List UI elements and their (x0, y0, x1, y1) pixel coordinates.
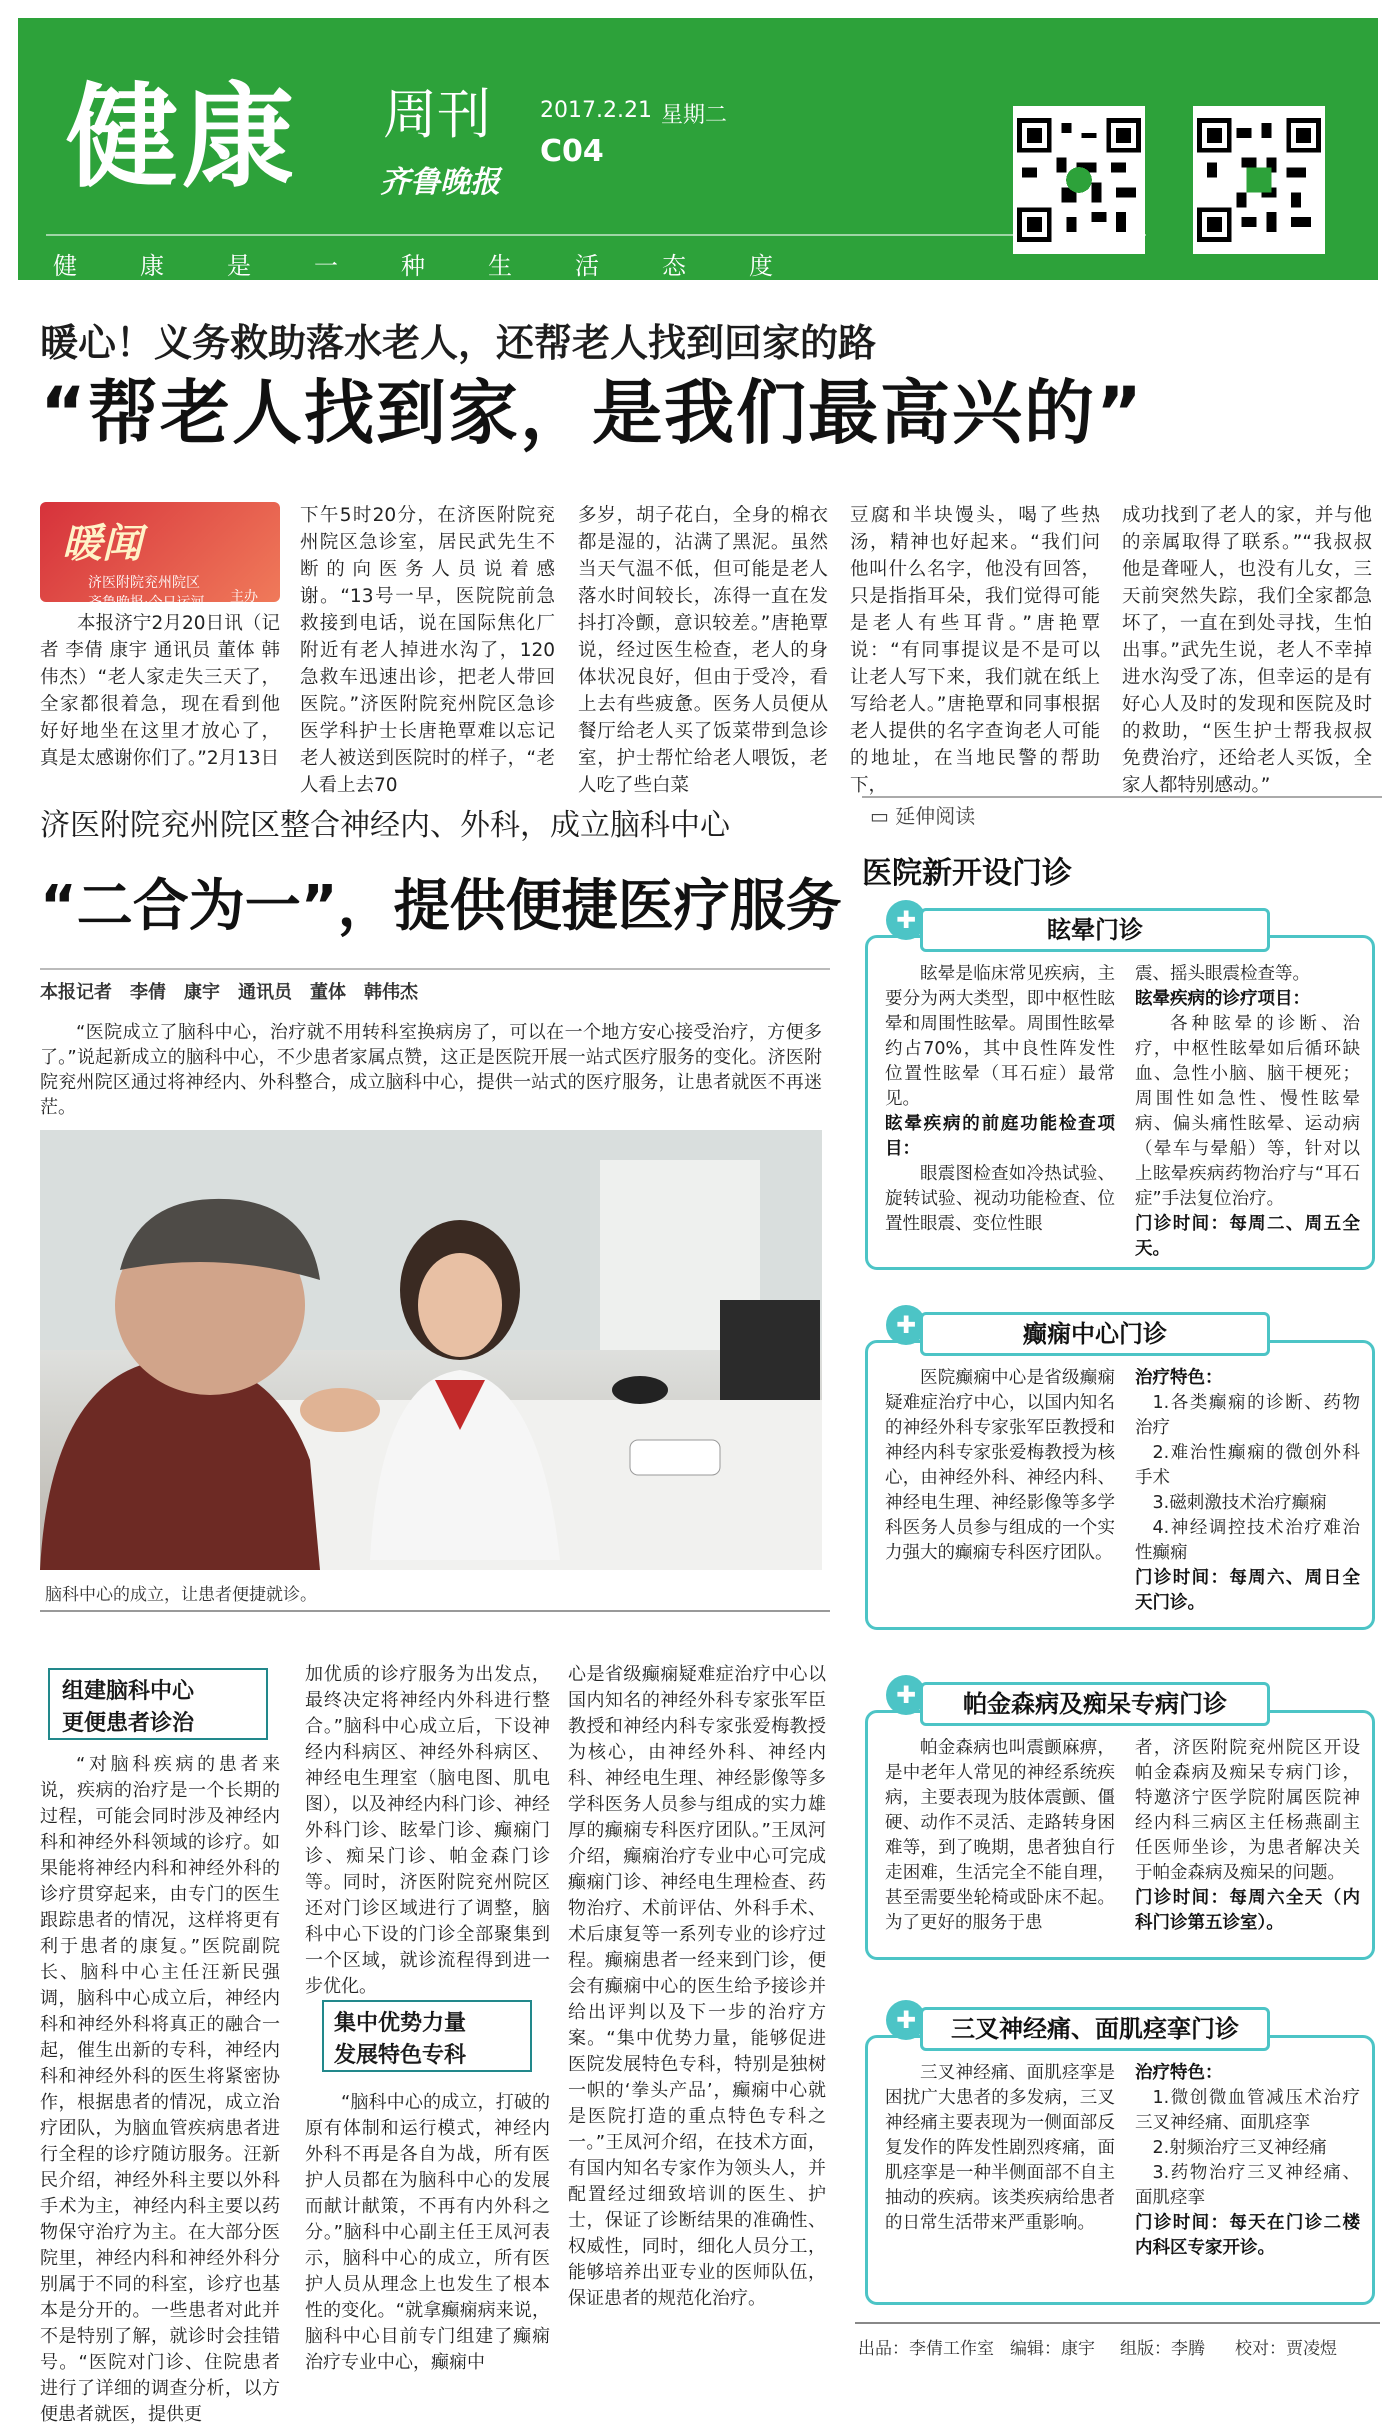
sidehead-text: 集中优势力量 发展特色专科 (334, 2011, 467, 2068)
slogan-char: 度 (749, 252, 773, 280)
article2-sidehead2 (322, 2000, 532, 2072)
masthead-title: 健康 (66, 73, 298, 203)
warm-news-badge (40, 502, 280, 611)
footer-editor: 编辑：康宇 (1010, 2339, 1095, 2359)
clinic-box-title: 癫痫中心门诊 (920, 1312, 1270, 1356)
footer-rule (855, 2322, 1380, 2324)
qr-code-icon[interactable] (1013, 106, 1145, 254)
warm-badge-title: 暖闻 (62, 521, 142, 567)
list-item: 2.难治性癫痫的微创外科手术 (1135, 1443, 1360, 1488)
sidehead-text: 组建脑科中心 更便患者诊治 (62, 1679, 195, 1736)
masthead-brand: 齐鲁晚报 (380, 165, 500, 200)
clinic-hours: 门诊时间：每周二、周五全天。 (1135, 1214, 1360, 1259)
article2-col3 (568, 1662, 826, 2372)
article2-byline: 本报记者 李倩 康宇 通讯员 董体 韩伟杰 (40, 982, 418, 1003)
masthead-slogan (53, 246, 773, 281)
document-icon: ▭ (870, 804, 889, 828)
article2-col1 (40, 1752, 280, 2425)
box-subheading: 眩晕疾病的诊疗项目： (1135, 989, 1310, 1009)
clinic-box-title: 眩晕门诊 (920, 908, 1270, 952)
doctor-icon: ✚ (886, 2000, 926, 2040)
box-subheading: 治疗特色： (1135, 2063, 1223, 2083)
paragraph: 眼震图检查如冷热试验、旋转试验、视动功能检查、位置性眼震、变位性眼 (885, 1164, 1115, 1234)
issue-date: 2017.2.21 (540, 98, 652, 123)
slogan-char: 态 (662, 252, 686, 280)
divider (40, 968, 830, 970)
paragraph: “脑科中心的成立，打破的原有体制和运行模式，神经内外科不再是各自为战，所有医护人员都在为脑科中心的发展而献计献策，不再有内外科之分。”脑科中心副主任王凤河表示，脑科中心的成立，所有医护人员从理念上也发生了根本性的变化。“就拿癫痫病来说，脑科中心目前专门组建了癫痫治疗专业中心，癫痫中 (305, 2092, 550, 2373)
box3-left (885, 1736, 1115, 1951)
box2-left (885, 1366, 1115, 1621)
doctor-icon: ✚ (886, 1305, 926, 1345)
list-item: 1.微创微血管减压术治疗三叉神经痛、面肌痉挛 (1135, 2088, 1360, 2133)
doctor-icon: ✚ (886, 900, 926, 940)
doctor-icon: ✚ (886, 1675, 926, 1715)
box1-right (1135, 962, 1360, 1262)
list-item: 1.各类癫痫的诊断、药物治疗 (1135, 1393, 1360, 1438)
masthead-zhoukan: 周刊 (383, 83, 491, 146)
warm-badge-sub (88, 572, 204, 612)
clinic-photo-illustration (40, 1130, 822, 1570)
article1-col2 (300, 502, 555, 796)
article2-kicker: 济医附院兖州院区整合神经内、外科，成立脑科中心 (40, 808, 730, 843)
box4-left (885, 2061, 1115, 2296)
footer-source: 出品：李倩工作室 (858, 2339, 994, 2359)
slogan-char: 康 (140, 252, 164, 280)
footer-proof: 校对：贾凌煜 (1235, 2339, 1337, 2359)
list-item: 3.药物治疗三叉神经痛、面肌痉挛 (1135, 2163, 1360, 2208)
box1-left (885, 962, 1115, 1262)
paragraph: “对脑科疾病的患者来说，疾病的治疗是一个长期的过程，可能会同时涉及神经内科和神经外科领域的诊疗。如果能将神经内科和神经外科的诊疗贯穿起来，由专门的医生跟踪患者的情况，这样将更有利于患者的康复。”医院副院长、脑科中心主任汪新民强调，脑科中心成立后，神经内科和神经外科将真正的融合一起，催生出新的专科，神经内科和神经外科的医生将紧密协作，根据患者的情况，成立治疗团队，为脑血管疾病患者进行全程的诊疗随访服务。汪新民介绍，神经外科主要以外科手术为主，神经内科主要以药物保守治疗为主。在大部分医院里，神经内科和神经外科分别属于不同的科室，诊疗也基本是分开的。一些患者对此并不是特别了解，就诊时会挂错号。“医院对门诊、住院患者进行了详细的调查分析，以方便患者就医，提供更 (40, 1754, 280, 2425)
masthead (18, 18, 1378, 280)
warm-badge-line: 齐鲁晚报·今日运河 (88, 595, 205, 611)
photo-caption: 脑科中心的成立，让患者便捷就诊。 (45, 1585, 317, 1605)
paragraph: 加优质的诊疗服务为出发点，最终决定将神经内外科进行整合。”脑科中心成立后，下设神经内科病区、神经外科病区、神经电生理室（脑电图、肌电图），以及神经内科门诊、神经外科门诊、眩晕门诊、癫痫门诊、痴呆门诊、帕金森门诊等。同时，济医附院兖州院区还对门诊区域进行了调整，脑科中心下设的门诊全部聚集到一个区域，就诊流程得到进一步优化。 (305, 1664, 550, 1997)
clinic-hours: 门诊时间：每周六全天（内科门诊第五诊室）。 (1135, 1888, 1360, 1933)
article1-col3 (578, 502, 828, 796)
paragraph: 医院癫痫中心是省级癫痫疑难症治疗中心，以国内知名的神经外科专家张军臣教授和神经内科专家张爱梅教授为核心，由神经外科、神经内科、神经电生理、神经影像等多学科医务人员参与组成的一个实力强大的癫痫专科医疗团队。 (885, 1368, 1115, 1563)
clinic-hours: 门诊时间：每天在门诊二楼内科区专家开诊。 (1135, 2213, 1360, 2258)
article1-col5 (1122, 502, 1372, 796)
clinic-box-title: 三叉神经痛、面肌痉挛门诊 (920, 2007, 1270, 2051)
article1-headline: “帮老人找到家，是我们最高兴的” (40, 372, 1145, 454)
paragraph: 三叉神经痛、面肌痉挛是困扰广大患者的多发病，三叉神经痛主要表现为一侧面部反复发作的阵发性剧烈疼痛，面肌痉挛是一种半侧面部不自主抽动的疾病。该类疾病给患者的日常生活带来严重影响。 (885, 2063, 1115, 2233)
clinic-hours: 门诊时间：每周六、周日全天门诊。 (1135, 1568, 1360, 1613)
list-item: 3.磁刺激技术治疗癫痫 (1152, 1493, 1327, 1513)
sidebar-title: 医院新开设门诊 (862, 856, 1072, 891)
slogan-char: 活 (575, 252, 599, 280)
box4-right (1135, 2061, 1360, 2296)
list-item: 2.射频治疗三叉神经痛 (1152, 2138, 1327, 2158)
paragraph: 豆腐和半块馒头，喝了些热汤，精神也好起来。“我们问他叫什么名字，他没有回答，只是指指耳朵，我们觉得可能是老人有些耳背。”唐艳覃说：“有同事提议是不是可以让老人写下来，我们就在纸上写给老人。”唐艳覃和同事根据老人提供的名字查询老人可能的地址，在当地民警的帮助下， (850, 505, 1100, 796)
sidebar-tab-label: 延伸阅读 (895, 804, 976, 828)
sidebar-tab[interactable] (870, 800, 975, 829)
paragraph: 成功找到了老人的家，并与他的亲属取得了联系。”“我叔叔他是聋哑人，也没有儿女，三天前突然失踪，我们全家都急坏了，一直在到处寻找，生怕出事。”武先生说，老人不幸掉进水沟受了冻，但幸运的是有好心人及时的发现和医院及时的救助，“医生护士帮我叔叔免费治疗，还给老人买饭，全家人都特别感动。” (1122, 505, 1372, 796)
slogan-char: 生 (488, 252, 512, 280)
divider (40, 1610, 830, 1612)
paragraph: 下午5时20分，在济医附院兖州院区急诊室，居民武先生不断的向医务人员说着感谢。“13号一早，医院院前急救接到电话，说在国际焦化厂附近有老人掉进水沟了，120急救车迅速出诊，把老人带回医院。”济医附院兖州院区急诊医学科护士长唐艳覃难以忘记老人被送到医院时的样子，“老人看上去70 (300, 505, 555, 796)
paragraph: 本报济宁2月20日讯（记者 李倩 康宇 通讯员 董体 韩伟杰）“老人家走失三天了，全家都很着急，现在看到他好好地坐在这里才放心了，真是太感谢你们了。”2月13日 (40, 613, 280, 769)
warm-badge-line: 济医附院兖州院区 (88, 575, 200, 591)
article1-col4 (850, 502, 1100, 796)
warm-badge-host: 主办 (230, 589, 258, 605)
article2-headline: “二合为一”，提供便捷医疗服务 (40, 874, 842, 939)
box3-right (1135, 1736, 1360, 1951)
qr-code-icon[interactable] (1193, 106, 1325, 254)
clinic-box-title: 帕金森病及痴呆专病门诊 (920, 1682, 1270, 1726)
slogan-char: 种 (401, 252, 425, 280)
sidebar-rule (862, 796, 1382, 798)
article1-col1 (40, 610, 280, 769)
article2-lead (40, 1020, 822, 1120)
issue-weekday: 星期二 (661, 103, 728, 128)
paragraph: 各种眩晕的诊断、治疗，中枢性眩晕如后循环缺血、急性小脑、脑干梗死；周围性如急性、慢性眩晕病、偏头痛性眩晕、运动病（晕车与晕船）等，针对以上眩晕疾病药物治疗与“耳石症”手法复位治疗。 (1135, 1014, 1360, 1209)
article2-col2b (305, 2090, 550, 2372)
slogan-char: 一 (314, 252, 338, 280)
paragraph: “医院成立了脑科中心，治疗就不用转科室换病房了，可以在一个地方安心接受治疗，方便多了。”说起新成立的脑科中心，不少患者家属点赞，这正是医院开展一站式医疗服务的变化。济医附院兖州院区通过将神经内、外科整合，成立脑科中心，提供一站式的医疗服务，让患者就医不再迷茫。 (40, 1022, 822, 1118)
paragraph: 眩晕是临床常见疾病，主要分为两大类型，即中枢性眩晕和周围性眩晕。周围性眩晕约占70%，其中良性阵发性位置性眩晕（耳石症）最常见。 (885, 964, 1115, 1109)
slogan-char: 是 (227, 252, 251, 280)
page-number: C04 (540, 134, 604, 169)
paragraph: 帕金森病也叫震颤麻痹，是中老年人常见的神经系统疾病，主要表现为肢体震颤、僵硬、动作不灵活、走路转身困难等，到了晚期，患者独自行走困难，生活完全不能自理，甚至需要坐轮椅或卧床不起。为了更好的服务于患 (885, 1738, 1115, 1933)
paragraph: 多岁，胡子花白，全身的棉衣都是湿的，沾满了黑泥。虽然当天气温不低，但可能是老人落水时间较长，冻得一直在发抖打冷颤，意识较差。”唐艳覃说，经过医生检查，老人的身体状况良好，但由于受冷，看上去有些疲惫。医务人员便从餐厅给老人买了饭菜带到急诊室，护士帮忙给老人喂饭，老人吃了些白菜 (578, 505, 828, 796)
list-item: 4.神经调控技术治疗难治性癫痫 (1135, 1518, 1360, 1563)
article2-sidehead1 (48, 1668, 268, 1740)
article1-kicker: 暖心！义务救助落水老人，还帮老人找到回家的路 (40, 321, 877, 365)
footer-layout: 组版：李腾 (1120, 2339, 1205, 2359)
clinic-photo (40, 1130, 822, 1570)
masthead-rule (46, 234, 1146, 236)
slogan-char: 健 (53, 252, 77, 280)
paragraph: 心是省级癫痫疑难症治疗中心以国内知名的神经外科专家张军臣教授和神经内科专家张爱梅教授为核心，由神经外科、神经内科、神经电生理、神经影像等多学科医务人员参与组成的实力雄厚的癫痫专科医疗团队。”王凤河介绍，癫痫治疗专业中心可完成癫痫门诊、神经电生理检查、药物治疗、术前评估、外科手术、术后康复等一系列专业的诊疗过程。癫痫患者一经来到门诊，便会有癫痫中心的医生给予接诊并给出评判以及下一步的治疗方案。“集中优势力量，能够促进医院发展特色专科，特别是独树一帜的‘拳头产品’，癫痫中心就是医院打造的重点特色专科之一。”王凤河介绍，在技术方面，有国内知名专家作为领头人，并配置经过细致培训的医生、护士，保证了诊断结果的准确性、权威性，同时，细化人员分工，能够培养出亚专业的医师队伍，保证患者的规范化治疗。 (568, 1664, 826, 2309)
box-subheading: 治疗特色： (1135, 1368, 1223, 1388)
article2-col2a (305, 1662, 550, 1997)
box2-right (1135, 1366, 1360, 1621)
paragraph: 震、摇头眼震检查等。 (1135, 964, 1310, 984)
box-subheading: 眩晕疾病的前庭功能检查项目： (885, 1114, 1115, 1159)
paragraph: 者，济医附院兖州院区开设帕金森病及痴呆专病门诊，特邀济宁医学院附属医院神经内科三病区主任杨燕副主任医师坐诊，为患者解决关于帕金森病及痴呆的问题。 (1135, 1738, 1360, 1883)
